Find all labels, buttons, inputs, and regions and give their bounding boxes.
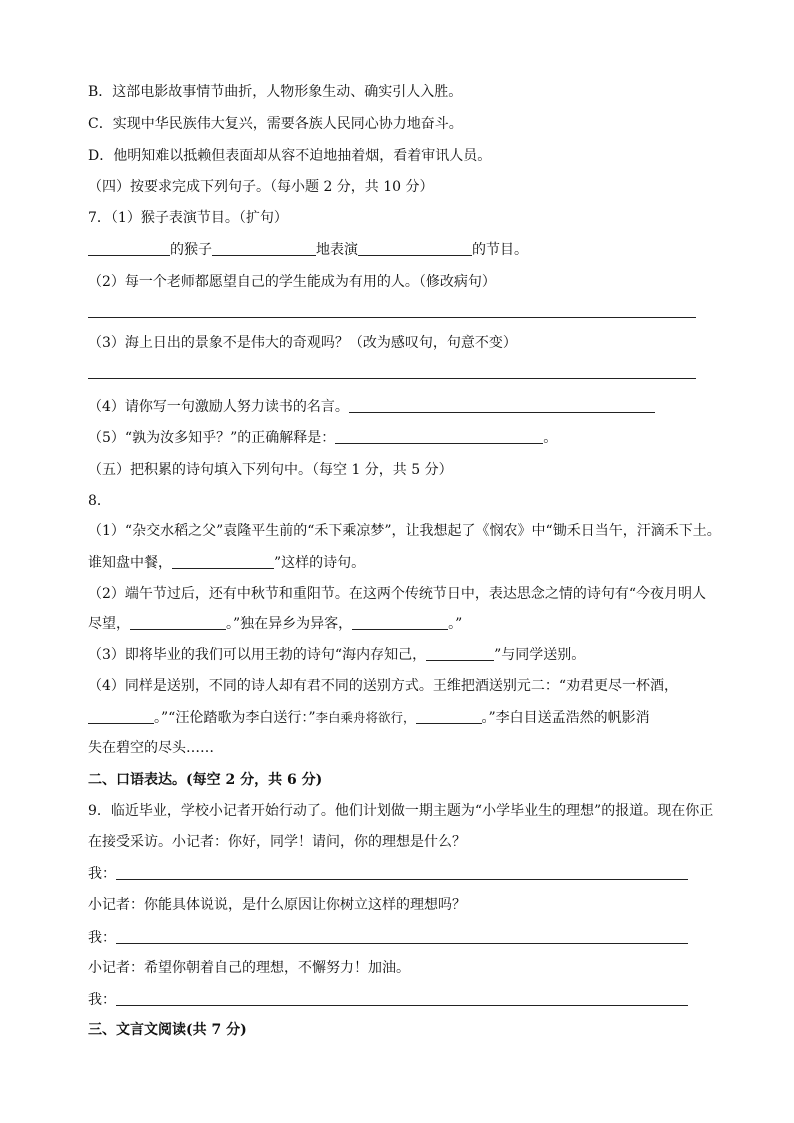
- question-7-2: （2）每一个老师都愿望自己的学生能成为有用的人。（修改病句）: [88, 274, 496, 290]
- speaker-label: 我：: [88, 992, 116, 1008]
- section-2-heading: 二、口语表达。(每空 2 分，共 6 分): [88, 772, 323, 788]
- fill-text: 。”李白目送孟浩然的帆影消: [481, 710, 650, 726]
- answer-blank[interactable]: [116, 991, 688, 1006]
- question-8-4-cont: [88, 708, 650, 728]
- question-7-1-blanks: [88, 240, 528, 260]
- option-d: D．他明知难以抵赖但表面却从容不迫地抽着烟，看着审讯人员。: [88, 148, 492, 164]
- section-4-heading: （四）按要求完成下列句子。（每小题 2 分，共 10 分）: [88, 179, 434, 195]
- fill-text: 的节目。: [472, 242, 528, 258]
- question-8-4-end: 失在碧空的尽头……: [88, 740, 214, 756]
- prompt-text: （4）请你写一句激励人努力读书的名言。: [88, 399, 349, 415]
- fill-text: （3）即将毕业的我们可以用王勃的诗句“海内存知己，: [88, 647, 427, 663]
- fill-text: 。”“汪伦踏歌为李白送行：”: [154, 710, 316, 726]
- fill-text: 谁知盘中餐，: [88, 555, 172, 571]
- question-8-number: 8．: [88, 493, 111, 509]
- option-b: B．这部电影故事情节曲折，人物形象生动、确实引人入胜。: [88, 84, 463, 100]
- answer-blank[interactable]: [116, 929, 688, 944]
- question-8-2: （2）端午节过后，还有中秋节和重阳节。在这两个传统节日中，表达思念之情的诗句有“今夜月明人: [88, 586, 707, 602]
- reporter-question-2: 小记者：你能具体说说，是什么原因让你树立这样的理想吗？: [88, 897, 466, 913]
- question-8-3: [88, 645, 585, 665]
- prompt-text: （5）“孰为汝多知乎？”的正确解释是：: [88, 430, 336, 446]
- answer-line[interactable]: [88, 378, 696, 379]
- answer-blank[interactable]: [426, 646, 494, 661]
- fill-text: 尽望，: [88, 616, 130, 632]
- answer-row-2: [88, 928, 688, 948]
- fill-text: 。: [543, 430, 558, 446]
- fill-text: ”这样的诗句。: [274, 555, 366, 571]
- question-8-4: （4）同样是送别，不同的诗人却有君不同的送别方式。王维把酒送别元二：“劝君更尽一杯酒，: [88, 678, 679, 694]
- answer-blank[interactable]: [116, 865, 688, 880]
- fill-text: 。”独在异乡为异客，: [226, 616, 353, 632]
- answer-row-3: [88, 990, 688, 1010]
- answer-blank[interactable]: [88, 709, 154, 724]
- speaker-label: 我：: [88, 866, 116, 882]
- question-9: 9．临近毕业，学校小记者开始行动了。他们计划做一期主题为“小学毕业生的理想”的报道。现在你正: [88, 803, 714, 819]
- answer-blank[interactable]: [352, 615, 448, 630]
- question-8-1-cont: [88, 553, 365, 573]
- fill-text: 地表演: [316, 242, 358, 258]
- fill-text: 的猴子: [170, 242, 212, 258]
- question-7-1: 7．（1）猴子表演节目。（扩句）: [88, 210, 288, 226]
- answer-blank[interactable]: [172, 554, 274, 569]
- question-7-5: [88, 428, 557, 448]
- question-7-3: （3）海上日出的景象不是伟大的奇观吗？（改为感叹句，句意不变）: [88, 335, 517, 351]
- answer-blank[interactable]: [349, 398, 655, 413]
- answer-row-1: [88, 864, 688, 884]
- answer-blank[interactable]: [130, 615, 226, 630]
- answer-blank[interactable]: [358, 241, 472, 256]
- poem-line: 李白乘舟将欲行，: [315, 710, 416, 725]
- answer-line[interactable]: [88, 317, 696, 318]
- question-8-2-cont: [88, 614, 462, 634]
- fill-text: ”与同学送别。: [494, 647, 586, 663]
- fill-text: 。”: [448, 616, 463, 632]
- speaker-label: 我：: [88, 930, 116, 946]
- reporter-question-3: 小记者：希望你朝着自己的理想，不懈努力！加油。: [88, 960, 410, 976]
- section-5-heading: （五）把积累的诗句填入下列句中。（每空 1 分，共 5 分）: [88, 462, 453, 478]
- question-8-1: （1）“杂交水稻之父”袁隆平生前的“禾下乘凉梦”，让我想起了《悯农》中“锄禾日当午，汗滴禾下土。: [88, 523, 721, 539]
- answer-blank[interactable]: [88, 241, 170, 256]
- question-9-cont: 在接受采访。小记者：你好，同学！请问，你的理想是什么？: [88, 834, 466, 850]
- answer-blank[interactable]: [416, 709, 482, 724]
- option-c: C．实现中华民族伟大复兴，需要各族人民同心协力地奋斗。: [88, 116, 463, 132]
- answer-blank[interactable]: [212, 241, 316, 256]
- question-7-4: [88, 397, 655, 417]
- section-3-heading: 三、文言文阅读(共 7 分): [88, 1022, 247, 1038]
- answer-blank[interactable]: [335, 429, 543, 444]
